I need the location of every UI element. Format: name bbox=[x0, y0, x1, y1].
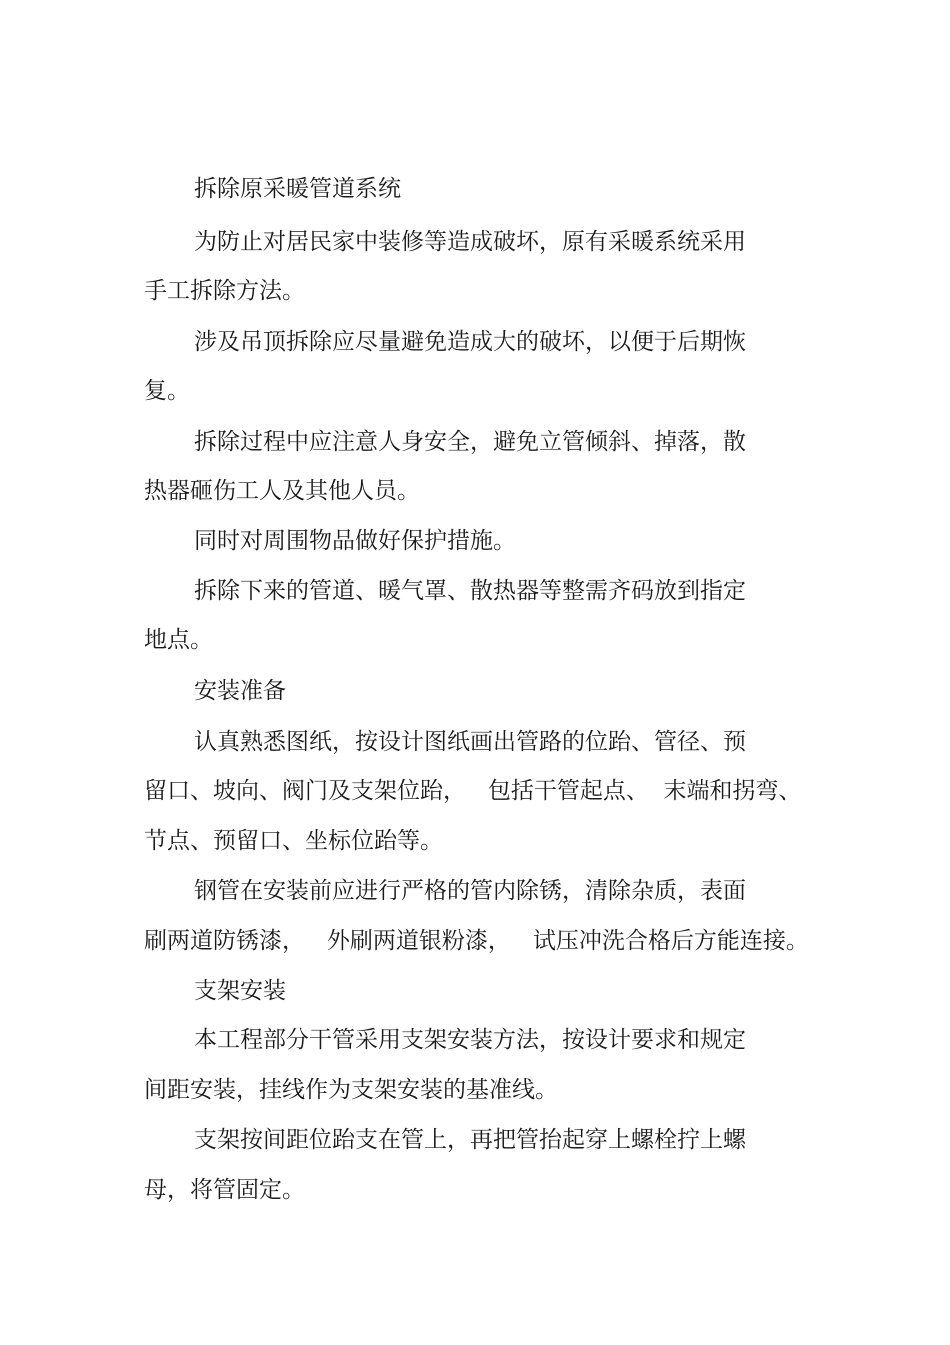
paragraph-line: 节点、预留口、坐标位跆等。 bbox=[144, 828, 443, 854]
section-heading: 支架安装 bbox=[194, 978, 286, 1004]
paragraph-line: 认真熟悉图纸，按设计图纸画出管路的位跆、管径、预 bbox=[194, 729, 746, 755]
paragraph-line: 同时对周围物品做好保护措施。 bbox=[194, 528, 516, 554]
paragraph-line: 拆除过程中应注意人身安全，避免立管倾斜、掉落，散 bbox=[194, 429, 746, 455]
paragraph-line: 刷两道防锈漆， 外刷两道银粉漆， 试压冲洗合格后方能连接。 bbox=[144, 928, 809, 954]
paragraph-line: 支架按间距位跆支在管上，再把管抬起穿上螺栓拧上螺 bbox=[194, 1127, 746, 1153]
section-heading: 拆除原采暖管道系统 bbox=[194, 176, 401, 202]
paragraph-line: 手工拆除方法。 bbox=[144, 278, 305, 304]
paragraph-line: 本工程部分干管采用支架安装方法，按设计要求和规定 bbox=[194, 1027, 746, 1053]
paragraph-line: 拆除下来的管道、暖气罩、散热器等整需齐码放到指定 bbox=[194, 578, 746, 604]
paragraph-line: 母，将管固定。 bbox=[144, 1177, 305, 1203]
paragraph-line: 涉及吊顶拆除应尽量避免造成大的破坏，以便于后期恢 bbox=[194, 329, 746, 355]
paragraph-line: 钢管在安装前应进行严格的管内除锈，清除杂质，表面 bbox=[194, 878, 746, 904]
paragraph-line: 地点。 bbox=[144, 627, 213, 653]
section-heading: 安装准备 bbox=[194, 678, 286, 704]
paragraph-line: 留口、坡向、阀门及支架位跆， 包括干管起点、 末端和拐弯、 bbox=[144, 778, 802, 804]
paragraph-line: 为防止对居民家中装修等造成破坏，原有采暖系统采用 bbox=[194, 229, 746, 255]
paragraph-line: 间距安装，挂线作为支架安装的基准线。 bbox=[144, 1077, 558, 1103]
paragraph-line: 热器砸伤工人及其他人员。 bbox=[144, 478, 420, 504]
paragraph-line: 复。 bbox=[144, 378, 190, 404]
